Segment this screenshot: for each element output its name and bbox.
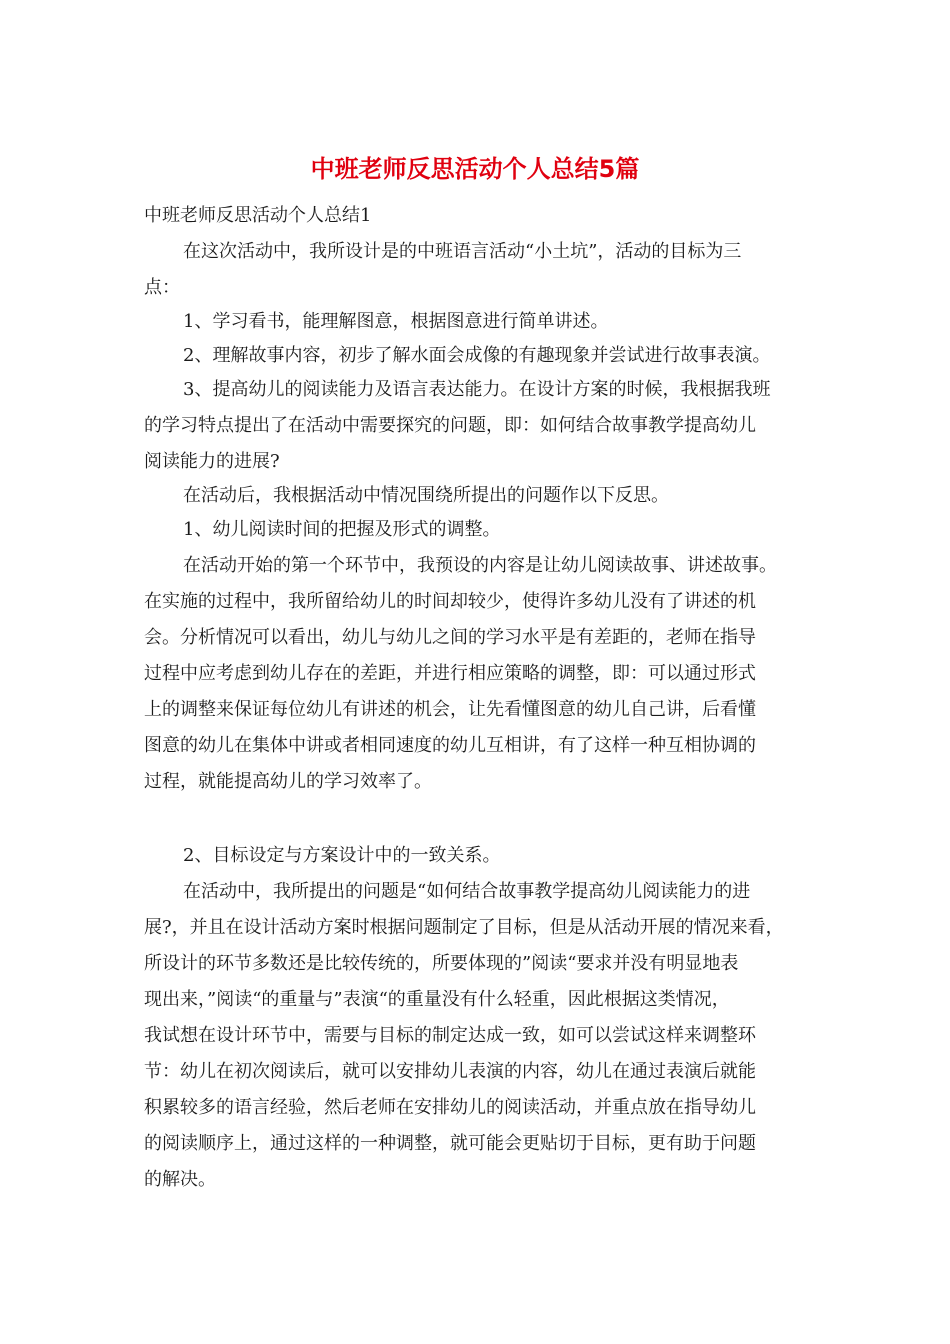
paragraph-line: 节：幼儿在初次阅读后，就可以安排幼儿表演的内容，幼儿在通过表演后就能 [144,1061,756,1082]
paragraph-line: 在活动中，我所提出的问题是“如何结合故事教学提高幼儿阅读能力的进 [183,881,751,902]
paragraph-line: 1、学习看书，能理解图意，根据图意进行简单讲述。 [183,311,609,332]
paragraph-line: 在活动开始的第一个环节中，我预设的内容是让幼儿阅读故事、讲述故事。 [183,555,777,576]
paragraph-line: 1、幼儿阅读时间的把握及形式的调整。 [183,519,501,540]
paragraph-line: 会。分析情况可以看出，幼儿与幼儿之间的学习水平是有差距的，老师在指导 [144,627,756,648]
paragraph-line: 图意的幼儿在集体中讲或者相同速度的幼儿互相讲，有了这样一种互相协调的 [144,735,756,756]
paragraph-line: 我试想在设计环节中，需要与目标的制定达成一致，如可以尝试这样来调整环 [144,1025,756,1046]
paragraph-line: 3、提高幼儿的阅读能力及语言表达能力。在设计方案的时候，我根据我班 [183,379,771,400]
paragraph-line: 在这次活动中，我所设计是的中班语言活动“小土坑”，活动的目标为三 [183,241,742,262]
paragraph-line: 2、理解故事内容，初步了解水面会成像的有趣现象并尝试进行故事表演。 [183,345,771,366]
document-title: 中班老师反思活动个人总结5篇 [310,155,640,183]
paragraph-line: 的解决。 [144,1169,216,1190]
paragraph-line: 积累较多的语言经验，然后老师在安排幼儿的阅读活动，并重点放在指导幼儿 [144,1097,756,1118]
paragraph-line: 2、目标设定与方案设计中的一致关系。 [183,845,501,866]
paragraph-line: 阅读能力的进展? [144,451,280,472]
paragraph-line: 在实施的过程中，我所留给幼儿的时间却较少，使得许多幼儿没有了讲述的机 [144,591,756,612]
paragraph-line: 在活动后，我根据活动中情况围绕所提出的问题作以下反思。 [183,485,669,506]
section-heading: 中班老师反思活动个人总结1 [144,205,372,226]
paragraph-line: 的阅读顺序上，通过这样的一种调整，就可能会更贴切于目标，更有助于问题 [144,1133,756,1154]
paragraph-line: 现出来，”阅读“的重量与”表演“的重量没有什么轻重，因此根据这类情况， [144,989,730,1010]
paragraph-line: 上的调整来保证每位幼儿有讲述的机会，让先看懂图意的幼儿自己讲，后看懂 [144,699,756,720]
paragraph-line: 过程中应考虑到幼儿存在的差距，并进行相应策略的调整，即：可以通过形式 [144,663,756,684]
paragraph-line: 点： [144,277,180,298]
paragraph-line: 的学习特点提出了在活动中需要探究的问题，即：如何结合故事教学提高幼儿 [144,415,756,436]
paragraph-line: 过程，就能提高幼儿的学习效率了。 [144,771,432,792]
paragraph-line: 所设计的环节多数还是比较传统的，所要体现的”阅读“要求并没有明显地表 [144,953,739,974]
paragraph-line: 展?，并且在设计活动方案时根据问题制定了目标，但是从活动开展的情况来看， [144,917,784,938]
